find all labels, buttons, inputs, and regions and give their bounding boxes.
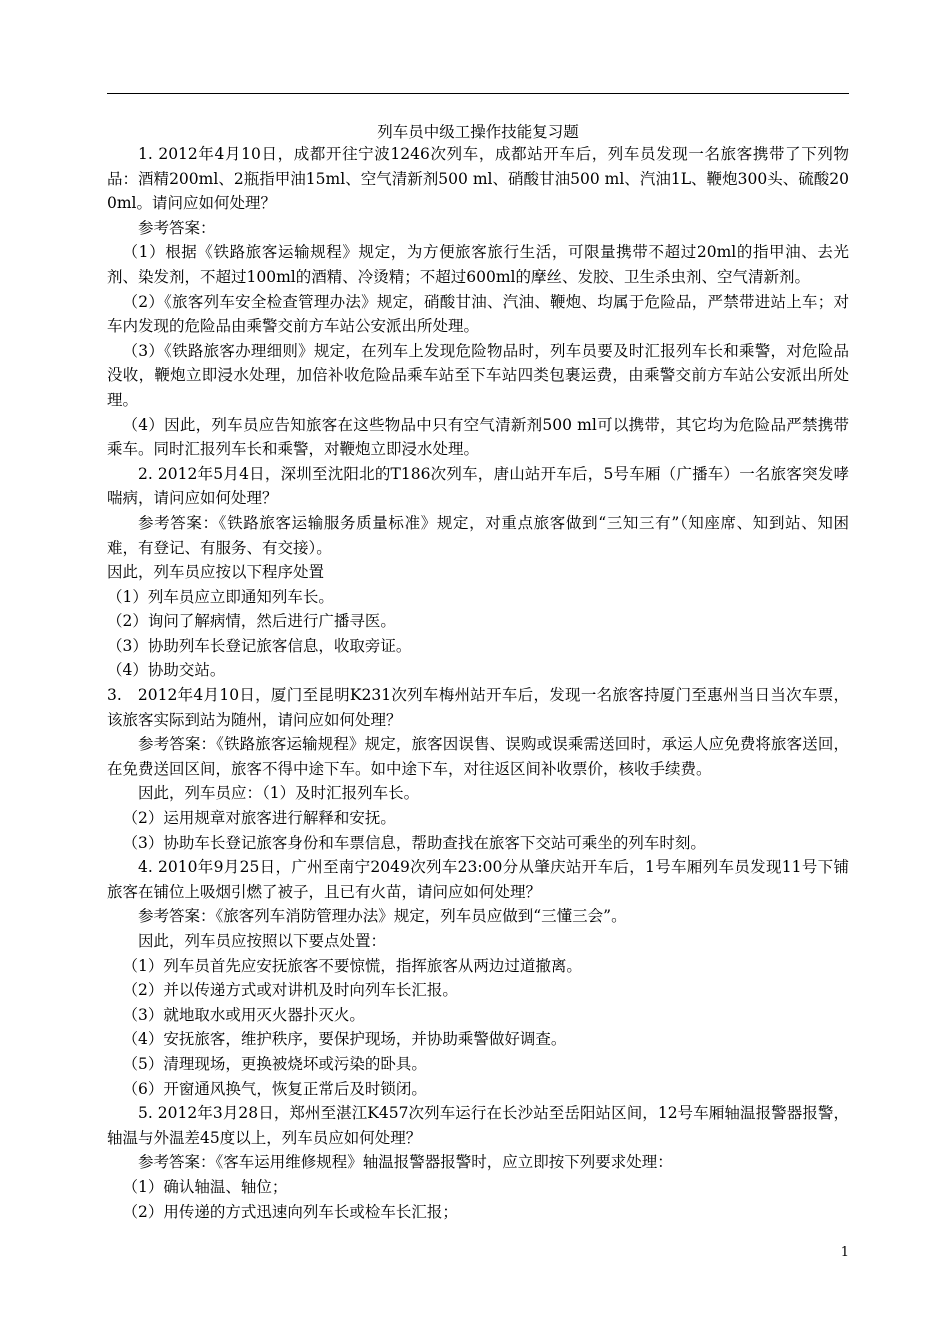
paragraph: （1）根据《铁路旅客运输规程》规定，为方便旅客旅行生活，可限量携带不超过20ml的指甲油、去光剂、染发剂，不超过100ml的酒精、冷烫精；不超过600ml的摩丝、发胶、卫生杀虫剂、空气清新剂。 [107,243,849,286]
paragraph: 5. 2012年3月28日，郑州至湛江K457次列车运行在长沙站至岳阳站区间，12号车厢轴温报警器报警，轴温与外温差45度以上，列车员应如何处理？ [107,1104,849,1147]
paragraph: （2）用传递的方式迅速向列车长或检车长汇报； [122,1202,458,1221]
paragraph: 参考答案：《铁路旅客运输服务质量标准》规定，对重点旅客做到“三知三有”（知座席、知到站、知困难，有登记、有服务、有交接）。 [107,513,849,557]
paragraph: 3. 2012年4月10日，厦门至昆明K231次列车梅州站开车后，发现一名旅客持厦门至惠州当日当次车票，该旅客实际到站为随州，请问应如何处理？ [107,686,849,729]
page-number: 1 [840,1245,849,1260]
paragraph: （2）《旅客列车安全检查管理办法》规定，硝酸甘油、汽油、鞭炮、均属于危险品，严禁带进站上车；对车内发现的危险品由乘警交前方车站公安派出所处理。 [107,292,849,336]
paragraph: （3）《铁路旅客办理细则》规定，在列车上发现危险物品时，列车员要及时汇报列车长和乘警，对危险品没收，鞭炮立即浸水处理，加倍补收危险品乘车站至下车站四类包裹运费，由乘警交前方车站公安派出所处理。 [107,341,849,409]
paragraph: （6）开窗通风换气，恢复正常后及时锁闭。 [122,1079,427,1098]
paragraph: （1）确认轴温、轴位； [122,1177,288,1196]
paragraph: （3）协助车长登记旅客身份和车票信息，帮助查找在旅客下交站可乘坐的列车时刻。 [122,833,706,852]
paragraph: 2. 2012年5月4日，深圳至沈阳北的T186次列车，唐山站开车后，5号车厢（广播车）一名旅客突发哮喘病，请问应如何处理？ [107,464,849,508]
document-body [107,142,849,1224]
paragraph: 4. 2010年9月25日，广州至南宁2049次列车23:00分从肇庆站开车后，1号车厢列车员发现11号下铺旅客在铺位上吸烟引燃了被子，且已有火苗，请问应如何处理？ [107,858,849,901]
paragraph: （1）列车员首先应安抚旅客不要惊慌，指挥旅客从两边过道撤离。 [122,956,582,975]
paragraph: 1. 2012年4月10日，成都开往宁波1246次列车，成都站开车后，列车员发现一名旅客携带了下列物品：酒精200ml、2瓶指甲油15ml、空气清新剂500 ml、硝酸甘油500 ml、汽油1L、鞭炮300头、硫酸200ml。请问应如何处理？ [107,145,849,213]
paragraph: 参考答案：《铁路旅客运输规程》规定，旅客因误售、误购或误乘需送回时，承运人应免费将旅客送回，在免费送回区间，旅客不得中途下车。如中途下车，对往返区间补收票价，核收手续费。 [107,735,849,778]
paragraph: （4）协助交站。 [107,661,226,680]
paragraph: （2）询问了解病情，然后进行广播寻医。 [107,612,396,631]
paragraph: 因此，列车员应按以下程序处置 [107,563,325,582]
paragraph: （4）因此，列车员应告知旅客在这些物品中只有空气清新剂500 ml可以携带，其它均为危险品严禁携带乘车。同时汇报列车长和乘警，对鞭炮立即浸水处理。 [107,415,849,459]
paragraph: 参考答案：《客车运用维修规程》轴温报警器报警时，应立即按下列要求处理： [138,1153,673,1172]
paragraph: （2）运用规章对旅客进行解释和安抚。 [122,809,396,828]
paragraph: 因此，列车员应：（1）及时汇报列车长。 [138,784,420,803]
document-title: 列车员中级工操作技能复习题 [377,123,579,141]
paragraph: 因此，列车员应按照以下要点处置： [138,932,387,950]
paragraph: （5）清理现场，更换被烧坏或污染的卧具。 [122,1054,427,1073]
paragraph: （4）安抚旅客，维护秩序，要保护现场，并协助乘警做好调查。 [122,1030,567,1049]
paragraph: （2）并以传递方式或对讲机及时向列车长汇报。 [122,981,458,1000]
paragraph: 参考答案：《旅客列车消防管理办法》规定，列车员应做到“三懂三会”。 [138,907,627,926]
paragraph: （1）列车员应立即通知列车长。 [107,587,334,606]
paragraph: 参考答案： [138,218,216,237]
paragraph: （3）协助列车长登记旅客信息，收取旁证。 [107,636,412,655]
header-rule [107,93,849,94]
paragraph: （3）就地取水或用灭火器扑灭火。 [122,1005,365,1024]
